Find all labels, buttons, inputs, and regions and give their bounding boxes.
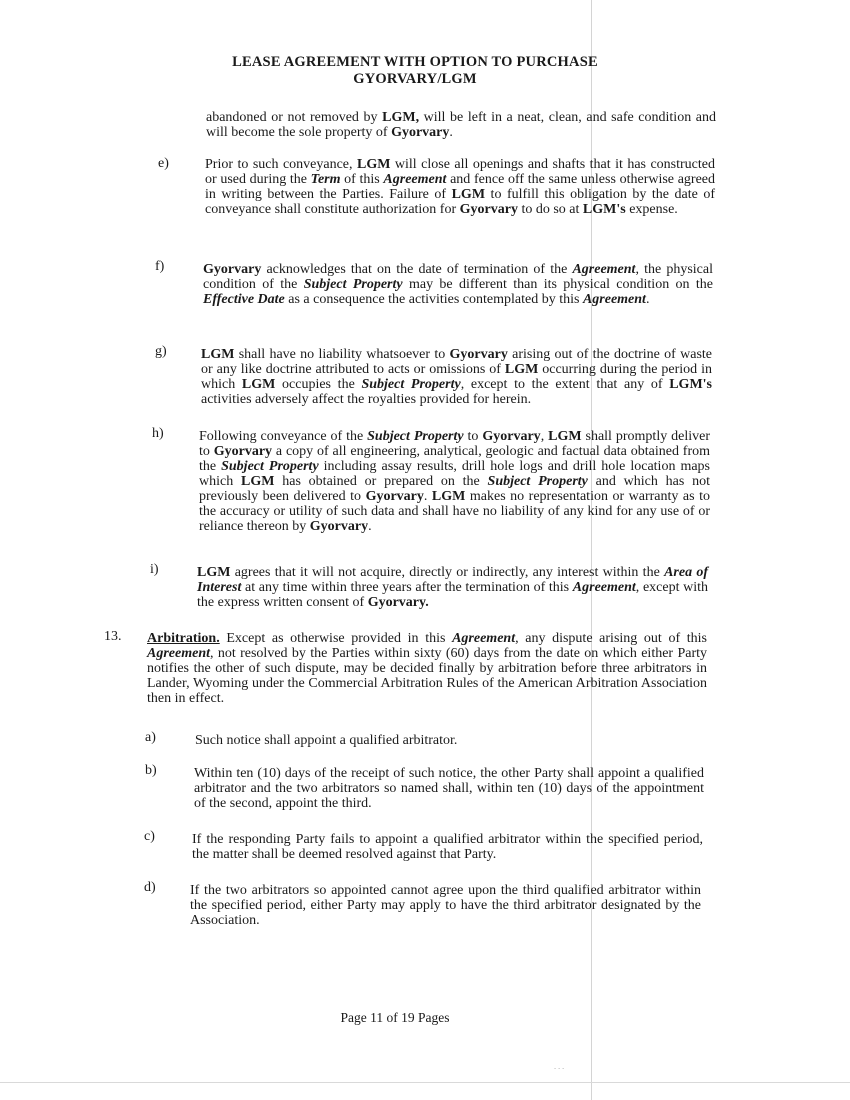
item-f-label: f) xyxy=(155,259,165,274)
item-h-label: h) xyxy=(152,426,164,441)
sub-c-label: c) xyxy=(144,829,155,844)
document-title: LEASE AGREEMENT WITH OPTION TO PURCHASE xyxy=(232,54,598,70)
continuation-paragraph: abandoned or not removed by LGM, will be left in a neat, clean, and safe condition and will become the sole property of Gyorvary. xyxy=(206,110,716,140)
item-e-paragraph: Prior to such conveyance, LGM will close all openings and shafts that it has constructed or used during the Term of this Agreement and fence off the same unless otherwise agreed in writing between the Parties. Failure of LGM to fulfill this obligation by the date of conveyance shall constitute authorization for Gyorvary to do so at LGM's expense. xyxy=(205,157,716,217)
item-h-paragraph: Following conveyance of the Subject Property to Gyorvary, LGM shall promptly deliver to Gyorvary a copy of all engineering, analytical, geologic and factual data obtained from the Subject Property including assay results, drill hole logs and drill hole location maps which LGM has obtained or prepared on the Subject Property and which has not previously been delivered to Gyorvary. LGM makes no representation or warranty as to the accuracy or utility of such data and shall have no liability of any kind for any use of or reliance thereon by Gyorvary. xyxy=(199,429,711,534)
sub-d-label: d) xyxy=(144,880,156,895)
section-13-number: 13. xyxy=(104,629,122,644)
sub-a-label: a) xyxy=(145,730,156,745)
item-f-paragraph: Gyorvary acknowledges that on the date of termination of the Agreement, the physical condition of the Subject Property may be different than its physical condition on the Effective Date as a consequence the activities contemplated by this Agreement. xyxy=(203,262,713,307)
scan-bottom-line xyxy=(0,1082,850,1083)
item-g-paragraph: LGM shall have no liability whatsoever to Gyorvary arising out of the doctrine of waste or any like doctrine attributed to acts or omissions of LGM occurring during the period in which LGM occupies the Subject Property, except to the extent that any of LGM's activities adversely affect the royalties provided for herein. xyxy=(201,347,713,407)
item-g-label: g) xyxy=(155,344,167,359)
item-i-paragraph: LGM agrees that it will not acquire, directly or indirectly, any interest within the Area of Interest at any time within three years after the termination of this Agreement, except with the express written consent of Gyorvary. xyxy=(197,565,709,610)
sub-b-paragraph: Within ten (10) days of the receipt of such notice, the other Party shall appoint a qualified arbitrator and the two arbitrators so named shall, within ten (10) days of the appointment of the second, appoint the third. xyxy=(194,766,704,811)
item-e-label: e) xyxy=(158,156,169,171)
section-13-heading: Arbitration. xyxy=(147,631,220,646)
sub-a-paragraph: Such notice shall appoint a qualified arbitrator. xyxy=(195,733,458,748)
page-number: Page 11 of 19 Pages xyxy=(340,1010,450,1025)
sub-c-paragraph: If the responding Party fails to appoint a qualified arbitrator within the specified period, the matter shall be deemed resolved against that Party. xyxy=(192,832,703,862)
item-i-label: i) xyxy=(150,562,159,577)
sub-b-label: b) xyxy=(145,763,157,778)
scan-artifact: - - - xyxy=(554,1065,565,1072)
section-13-paragraph: Arbitration. Except as otherwise provided in this Agreement, any dispute arising out of this Agreement, not resolved by the Parties within sixty (60) days from the date on which either Party notifies the other of such dispute, may be decided finally by arbitration before three arbitrators in Lander, Wyoming under the Commercial Arbitration Rules of the American Arbitration Association then in effect. xyxy=(147,631,708,706)
document-subtitle: GYORVARY/LGM xyxy=(353,71,477,87)
sub-d-paragraph: If the two arbitrators so appointed cannot agree upon the third qualified arbitrator within the specified period, either Party may apply to have the third arbitrator designated by the Association. xyxy=(190,883,701,928)
